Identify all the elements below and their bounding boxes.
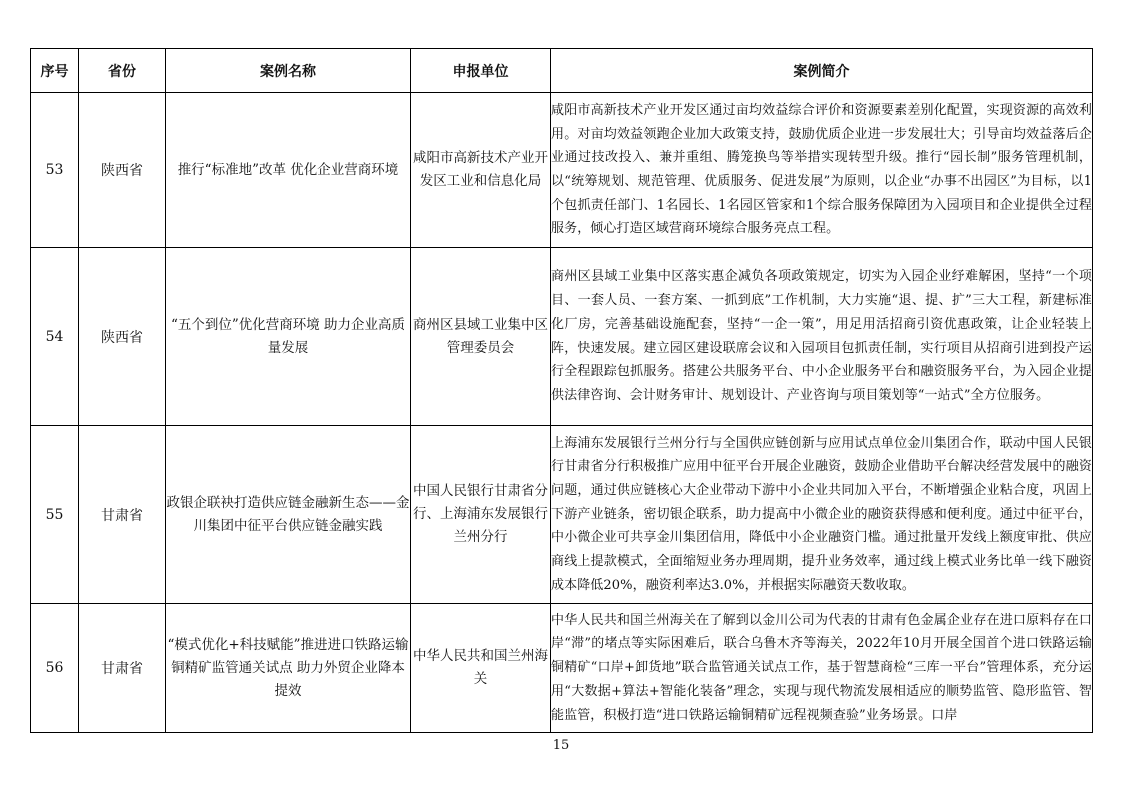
table-row bbox=[31, 604, 1093, 733]
row-description: 中华人民共和国兰州海关在了解到以金川公司为代表的甘肃有色金属企业存在进口原料存在口岸“滞”的堵点等实际困难后，联合乌鲁木齐等海关，2022年10月开展全国首个进口铁路运输铜精矿“口岸+卸货地”联合监管通关试点工作，基于智慧商检“三库一平台”管理体系，充分运用“大数据+算法+智能化装备”理念，实现与现代物流发展相适应的顺势监管、隐形监管、智能监管，积极打造“进口铁路运输铜精矿远程视频查验”业务场景。口岸 bbox=[551, 604, 1093, 733]
header-unit: 申报单位 bbox=[411, 49, 551, 93]
header-province: 省份 bbox=[79, 49, 166, 93]
row-unit: 咸阳市高新技术产业开发区工业和信息化局 bbox=[411, 93, 551, 248]
row-unit: 商州区县域工业集中区管理委员会 bbox=[411, 248, 551, 426]
row-case-name: 政银企联袂打造供应链金融新生态——金川集团中征平台供应链金融实践 bbox=[166, 426, 411, 604]
row-number: 54 bbox=[31, 248, 79, 426]
row-description: 商州区县域工业集中区落实惠企减负各项政策规定，切实为入园企业纾难解困，坚持“一个项目、一套人员、一套方案、一抓到底”工作机制，大力实施“退、提、扩”三大工程，新建标准化厂房，完善基础设施配套，坚持“一企一策”，用足用活招商引资优惠政策，让企业轻装上阵，快速发展。建立园区建设联席会议和入园项目包抓责任制，实行项目从招商引进到投产运行全程跟踪包抓服务。搭建公共服务平台、中小企业服务平台和融资服务平台，为入园企业提供法律咨询、会计财务审计、规划设计、产业咨询与项目策划等“一站式”全方位服务。 bbox=[551, 248, 1093, 426]
row-case-name: “模式优化+科技赋能”推进进口铁路运输铜精矿监管通关试点 助力外贸企业降本提效 bbox=[166, 604, 411, 733]
header-name: 案例名称 bbox=[166, 49, 411, 93]
case-table bbox=[30, 48, 1093, 733]
row-number: 55 bbox=[31, 426, 79, 604]
row-province: 甘肃省 bbox=[79, 426, 166, 604]
row-case-name: 推行“标准地”改革 优化企业营商环境 bbox=[166, 93, 411, 248]
header-row bbox=[31, 49, 1093, 93]
row-number: 56 bbox=[31, 604, 79, 733]
table-row bbox=[31, 93, 1093, 248]
row-description: 上海浦东发展银行兰州分行与全国供应链创新与应用试点单位金川集团合作，联动中国人民银行甘肃省分行积极推广应用中征平台开展企业融资，鼓励企业借助平台解决经营发展中的融资问题，通过供应链核心大企业带动下游中小企业共同加入平台，不断增强企业粘合度，巩固上下游产业链条，密切银企联系，助力提高中小微企业的融资获得感和便利度。通过中征平台，中小微企业可共享金川集团信用，降低中小企业融资门槛。通过批量开发线上额度审批、供应商线上提款模式，全面缩短业务办理周期，提升业务效率，通过线上模式业务比单一线下融资成本降低20%，融资利率达3.0%，并根据实际融资天数收取。 bbox=[551, 426, 1093, 604]
row-description: 咸阳市高新技术产业开发区通过亩均效益综合评价和资源要素差别化配置，实现资源的高效利用。对亩均效益领跑企业加大政策支持，鼓励优质企业进一步发展壮大；引导亩均效益落后企业通过技改投入、兼并重组、腾笼换鸟等举措实现转型升级。推行“园长制”服务管理机制，以“统筹规划、规范管理、优质服务、促进发展”为原则，以企业“办事不出园区”为目标，以1个包抓责任部门、1名园长、1名园区管家和1个综合服务保障团为入园项目和企业提供全过程服务，倾心打造区域营商环境综合服务亮点工程。 bbox=[551, 93, 1093, 248]
row-case-name: “五个到位”优化营商环境 助力企业高质量发展 bbox=[166, 248, 411, 426]
row-unit: 中国人民银行甘肃省分行、上海浦东发展银行兰州分行 bbox=[411, 426, 551, 604]
header-desc: 案例简介 bbox=[551, 49, 1093, 93]
row-number: 53 bbox=[31, 93, 79, 248]
page-number: 15 bbox=[552, 738, 570, 753]
row-unit: 中华人民共和国兰州海关 bbox=[411, 604, 551, 733]
row-province: 陕西省 bbox=[79, 248, 166, 426]
table-row bbox=[31, 248, 1093, 426]
row-province: 陕西省 bbox=[79, 93, 166, 248]
row-province: 甘肃省 bbox=[79, 604, 166, 733]
table-row bbox=[31, 426, 1093, 604]
header-num: 序号 bbox=[31, 49, 79, 93]
